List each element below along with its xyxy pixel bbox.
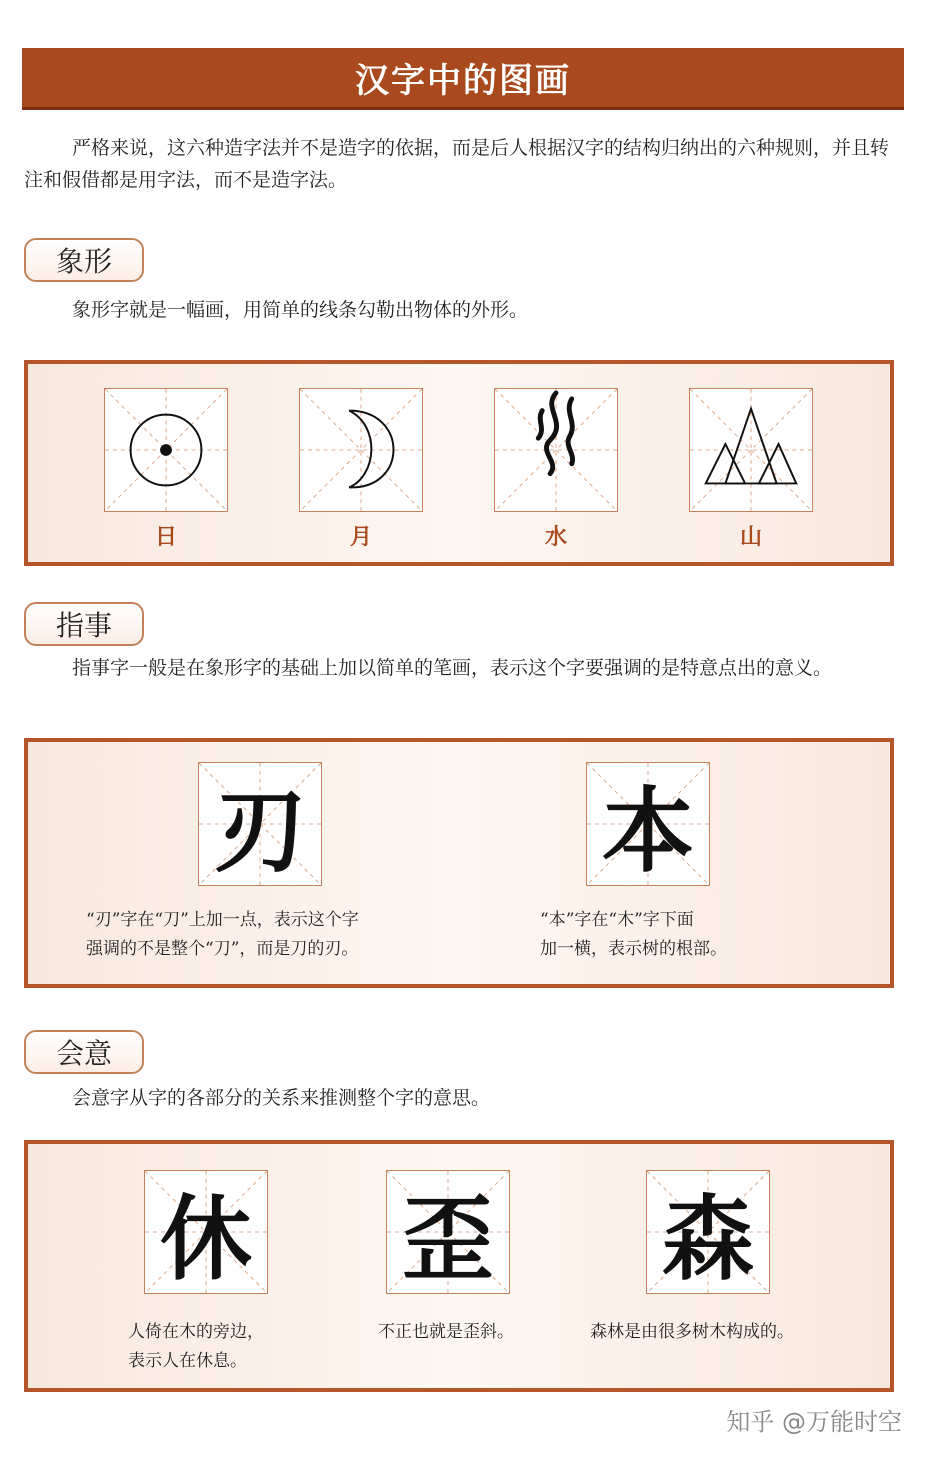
pictograph-panel — [24, 360, 894, 566]
section-tag-ideograph: 会意 — [24, 1030, 144, 1074]
grid-box — [386, 1170, 510, 1294]
water-glyph-icon — [495, 389, 617, 511]
grid-box — [586, 762, 710, 886]
page-title: 汉字中的图画 — [355, 61, 571, 101]
title-banner — [22, 48, 904, 110]
character-caption: 不正也就是歪斜。 — [378, 1322, 514, 1342]
intro-paragraph: 严格来说，这六种造字法并不是造字的依据，而是后人根据汉字的结构归纳出的六种规则，并且转注和假借都是用字法，而不是造字法。 — [24, 137, 890, 191]
indicative-panel — [24, 738, 894, 988]
grid-box — [299, 388, 423, 512]
character-caption: 人倚在木的旁边， 表示人在休息。 — [128, 1322, 264, 1371]
section-tag-pictograph: 象形 — [24, 238, 144, 282]
ideograph-character: 休 — [159, 1185, 252, 1293]
section-desc-ideograph: 会意字从字的各部分的关系来推测整个字的意思。 — [72, 1087, 491, 1109]
pictograph-label: 水 — [544, 525, 567, 550]
pictograph-label: 月 — [349, 525, 372, 550]
section-desc-indicative: 指事字一般是在象形字的基础上加以简单的笔画，表示这个字要强调的是特意点出的意义。 — [72, 657, 833, 679]
character-caption: “刃”字在“刀”上加一点，表示这个字 强调的不是整个“刀”，而是刀的刃。 — [86, 910, 359, 959]
grid-box — [646, 1170, 770, 1294]
section-desc-pictograph: 象形字就是一幅画，用简单的线条勾勒出物体的外形。 — [72, 299, 529, 321]
moon-glyph-icon — [300, 389, 422, 511]
pictograph-label: 日 — [154, 525, 177, 550]
sun-glyph-icon — [105, 389, 227, 511]
grid-box — [689, 388, 813, 512]
character-caption: “本”字在“木”字下面 加一横，表示树的根部。 — [540, 910, 727, 959]
section-tag-indicative: 指事 — [24, 602, 144, 646]
grid-box — [198, 762, 322, 886]
ideograph-character: 歪 — [401, 1185, 494, 1293]
character-caption: 森林是由很多树木构成的。 — [590, 1322, 794, 1342]
watermark: 知乎 @万能时空 — [726, 1408, 902, 1436]
pictograph-label: 山 — [739, 525, 762, 550]
seal-character: 刃 — [213, 777, 306, 885]
grid-box — [494, 388, 618, 512]
mountain-glyph-icon — [690, 389, 812, 511]
grid-box — [104, 388, 228, 512]
grid-box — [144, 1170, 268, 1294]
ideograph-panel — [24, 1140, 894, 1392]
ideograph-character: 森 — [661, 1185, 754, 1293]
seal-character: 本 — [601, 777, 694, 885]
